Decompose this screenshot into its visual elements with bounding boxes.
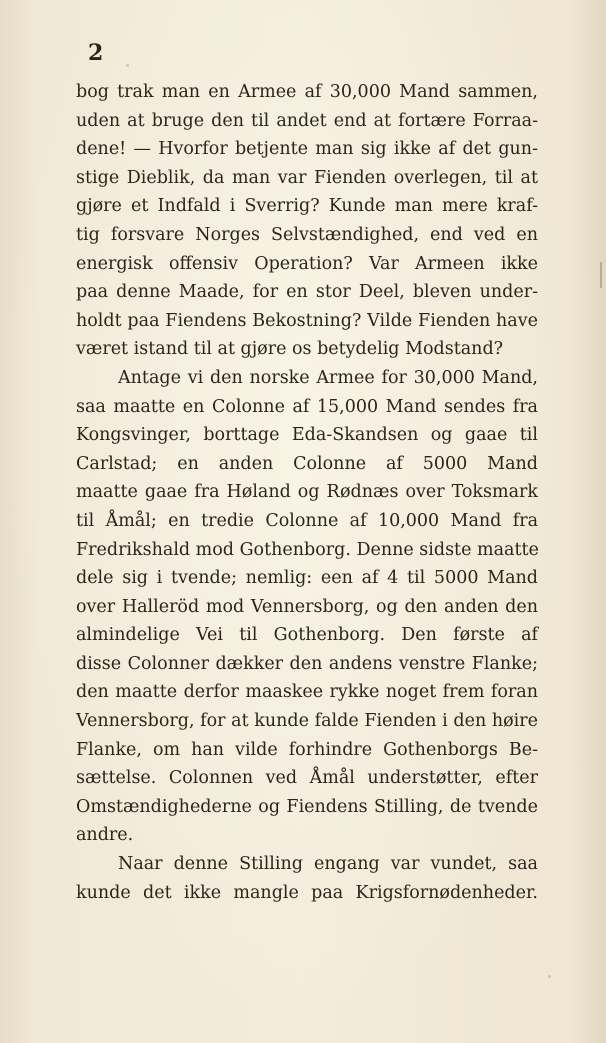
text-line: sættelse. Colonnen ved Åmål understøtter, efter	[76, 768, 538, 789]
text-line: Carlstad; en anden Colonne af 5000 Mand	[76, 453, 538, 474]
text-line: disse Colonner dækker den andens venstre Flanke;	[76, 653, 538, 674]
text-line: holdt paa Fiendens Bekostning? Vilde Fienden have	[76, 310, 538, 331]
page-number: 2	[88, 40, 105, 66]
text-line: maatte gaae fra Høland og Rødnæs over Toksmark	[76, 482, 538, 503]
text-line: uden at bruge den til andet end at fortære Forraa-	[76, 110, 538, 131]
text-line: kunde det ikke mangle paa Krigsfornødenheder.	[76, 882, 538, 903]
text-line: bog trak man en Armee af 30,000 Mand sammen,	[76, 82, 538, 102]
text-line: saa maatte en Colonne af 15,000 Mand sendes fra	[76, 396, 538, 417]
margin-mark	[600, 262, 602, 288]
text-line: Omstændighederne og Fiendens Stilling, de tvende	[76, 796, 538, 817]
text-line: energisk offensiv Operation? Var Armeen ikke	[76, 253, 538, 274]
paper-speck	[548, 975, 551, 978]
text-line: stige Dieblik, da man var Fienden overlegen, til at	[76, 167, 538, 188]
text-line: over Halleröd mod Vennersborg, og den anden den	[76, 596, 538, 617]
text-line: andre.	[76, 825, 134, 846]
text-line: dele sig i tvende; nemlig: een af 4 til 5000 Mand	[76, 568, 538, 589]
text-line: Flanke, om han vilde forhindre Gothenborgs Be-	[76, 739, 538, 760]
text-line: til Åmål; en tredie Colonne af 10,000 Mand fra	[76, 510, 538, 531]
text-line: den maatte derfor maaskee rykke noget frem foran	[76, 682, 538, 703]
text-line: Fredrikshald mod Gothenborg. Denne sidste maatte	[76, 539, 539, 560]
text-line: paa denne Maade, for en stor Deel, bleven under-	[76, 282, 538, 303]
text-line: Vennersborg, for at kunde falde Fienden i den høire	[76, 711, 538, 732]
text-line: Kongsvinger, borttage Eda-Skandsen og gaae til	[76, 425, 538, 446]
text-line: gjøre et Indfald i Sverrig? Kunde man mere kraf-	[76, 196, 538, 217]
text-line: almindelige Vei til Gothenborg. Den første af	[76, 625, 538, 646]
text-line: tig forsvare Norges Selvstændighed, end ved en	[76, 224, 538, 245]
text-line: Antage vi den norske Armee for 30,000 Mand,	[118, 367, 538, 388]
text-line: Naar denne Stilling engang var vundet, saa	[118, 854, 538, 875]
paper-speck	[126, 64, 129, 67]
text-line: dene! — Hvorfor betjente man sig ikke af det gun-	[76, 139, 538, 160]
text-line: været istand til at gjøre os betydelig Modstand?	[76, 339, 504, 360]
body-text	[76, 78, 538, 907]
